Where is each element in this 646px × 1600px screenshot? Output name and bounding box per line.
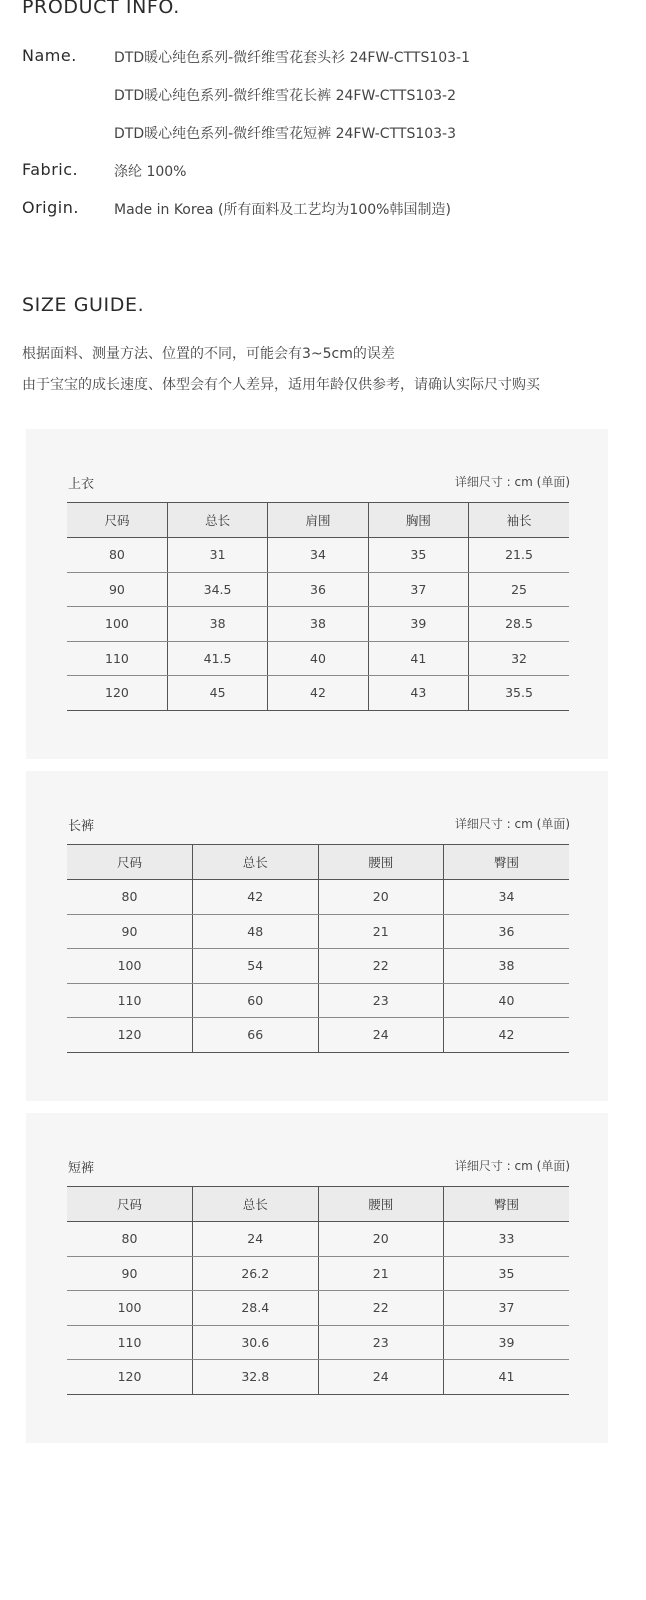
table-cell: 80 [67, 880, 193, 915]
size-note-1: 根据面料、测量方法、位置的不同，可能会有3~5cm的误差 [22, 346, 395, 362]
panel-unit: 详细尺寸 : cm (单面) [454, 475, 570, 489]
table-cell: 120 [67, 1018, 193, 1053]
name-label: Name. [22, 46, 77, 65]
table-cell: 36 [444, 914, 570, 949]
product-name-1: DTD暖心纯色系列-微纤维雪花套头衫 24FW-CTTS103-1 [114, 50, 471, 66]
header-cell: 腰围 [318, 845, 444, 880]
table-cell: 39 [444, 1325, 570, 1360]
panel-title: 短裤 [68, 1161, 95, 1176]
table-cell: 110 [67, 983, 193, 1018]
table-cell: 40 [268, 641, 368, 676]
table-header-row [67, 845, 569, 880]
panel-title: 上衣 [68, 477, 95, 492]
panel-unit: 详细尺寸 : cm (单面) [454, 1159, 570, 1173]
table-cell: 32 [469, 641, 569, 676]
table-cell: 33 [444, 1222, 570, 1257]
table-row [67, 538, 569, 573]
table-row [67, 949, 569, 984]
table-cell: 42 [193, 880, 319, 915]
table-cell: 41.5 [167, 641, 267, 676]
fabric-label: Fabric. [22, 160, 79, 179]
header-cell: 袖长 [469, 503, 569, 538]
table-cell: 24 [318, 1360, 444, 1395]
table-row [67, 1325, 569, 1360]
size-panel-top [26, 429, 608, 759]
table-row [67, 880, 569, 915]
fabric-value: 涤纶 100% [114, 164, 187, 180]
table-cell: 22 [318, 949, 444, 984]
table-cell: 21 [318, 1256, 444, 1291]
table-row [67, 572, 569, 607]
table-cell: 110 [67, 641, 167, 676]
table-cell: 20 [318, 880, 444, 915]
size-panel-shorts [26, 1113, 608, 1443]
size-table-top [67, 502, 569, 711]
size-panel-pants [26, 771, 608, 1101]
table-header-row [67, 1187, 569, 1222]
size-guide-title: SIZE GUIDE. [22, 294, 145, 316]
table-row [67, 914, 569, 949]
table-cell: 41 [444, 1360, 570, 1395]
table-cell: 42 [268, 676, 368, 711]
table-cell: 28.5 [469, 607, 569, 642]
table-row [67, 607, 569, 642]
header-cell: 尺码 [67, 845, 193, 880]
table-row [67, 676, 569, 711]
size-table-shorts [67, 1186, 569, 1395]
table-cell: 24 [318, 1018, 444, 1053]
header-cell: 臀围 [444, 845, 570, 880]
table-cell: 80 [67, 538, 167, 573]
table-cell: 26.2 [193, 1256, 319, 1291]
table-cell: 45 [167, 676, 267, 711]
table-cell: 66 [193, 1018, 319, 1053]
table-cell: 23 [318, 1325, 444, 1360]
table-cell: 38 [444, 949, 570, 984]
table-cell: 41 [368, 641, 468, 676]
header-cell: 臀围 [444, 1187, 570, 1222]
table-cell: 80 [67, 1222, 193, 1257]
header-cell: 尺码 [67, 503, 167, 538]
size-note-2: 由于宝宝的成长速度、体型会有个人差异，适用年龄仅供参考，请确认实际尺寸购买 [22, 377, 540, 393]
table-cell: 25 [469, 572, 569, 607]
header-cell: 总长 [167, 503, 267, 538]
table-cell: 24 [193, 1222, 319, 1257]
table-row [67, 641, 569, 676]
table-cell: 21 [318, 914, 444, 949]
header-cell: 尺码 [67, 1187, 193, 1222]
table-cell: 32.8 [193, 1360, 319, 1395]
table-cell: 43 [368, 676, 468, 711]
table-cell: 23 [318, 983, 444, 1018]
table-row [67, 1360, 569, 1395]
table-cell: 100 [67, 1291, 193, 1326]
table-row [67, 1018, 569, 1053]
table-cell: 35.5 [469, 676, 569, 711]
origin-label: Origin. [22, 198, 79, 217]
table-cell: 38 [268, 607, 368, 642]
table-cell: 30.6 [193, 1325, 319, 1360]
table-cell: 42 [444, 1018, 570, 1053]
table-cell: 28.4 [193, 1291, 319, 1326]
table-cell: 110 [67, 1325, 193, 1360]
table-cell: 54 [193, 949, 319, 984]
product-info-title: PRODUCT INFO. [22, 0, 180, 18]
product-name-2: DTD暖心纯色系列-微纤维雪花长裤 24FW-CTTS103-2 [114, 88, 457, 104]
table-cell: 90 [67, 1256, 193, 1291]
panel-title: 长裤 [68, 819, 95, 834]
table-cell: 120 [67, 676, 167, 711]
table-header-row [67, 503, 569, 538]
table-cell: 90 [67, 572, 167, 607]
table-cell: 100 [67, 949, 193, 984]
table-cell: 35 [444, 1256, 570, 1291]
header-cell: 胸围 [368, 503, 468, 538]
table-cell: 48 [193, 914, 319, 949]
size-table-pants [67, 844, 569, 1053]
table-cell: 31 [167, 538, 267, 573]
table-cell: 39 [368, 607, 468, 642]
header-cell: 腰围 [318, 1187, 444, 1222]
table-cell: 36 [268, 572, 368, 607]
table-cell: 22 [318, 1291, 444, 1326]
table-cell: 40 [444, 983, 570, 1018]
table-cell: 34 [444, 880, 570, 915]
table-cell: 21.5 [469, 538, 569, 573]
table-cell: 100 [67, 607, 167, 642]
table-cell: 35 [368, 538, 468, 573]
header-cell: 总长 [193, 845, 319, 880]
table-row [67, 1291, 569, 1326]
table-row [67, 1222, 569, 1257]
table-cell: 60 [193, 983, 319, 1018]
product-name-3: DTD暖心纯色系列-微纤维雪花短裤 24FW-CTTS103-3 [114, 126, 457, 142]
table-cell: 37 [444, 1291, 570, 1326]
table-row [67, 983, 569, 1018]
origin-value: Made in Korea (所有面料及工艺均为100%韩国制造) [114, 202, 451, 218]
panel-unit: 详细尺寸 : cm (单面) [454, 817, 570, 831]
table-cell: 90 [67, 914, 193, 949]
table-cell: 37 [368, 572, 468, 607]
table-cell: 20 [318, 1222, 444, 1257]
table-cell: 38 [167, 607, 267, 642]
table-cell: 120 [67, 1360, 193, 1395]
table-row [67, 1256, 569, 1291]
header-cell: 总长 [193, 1187, 319, 1222]
header-cell: 肩围 [268, 503, 368, 538]
table-cell: 34 [268, 538, 368, 573]
table-cell: 34.5 [167, 572, 267, 607]
